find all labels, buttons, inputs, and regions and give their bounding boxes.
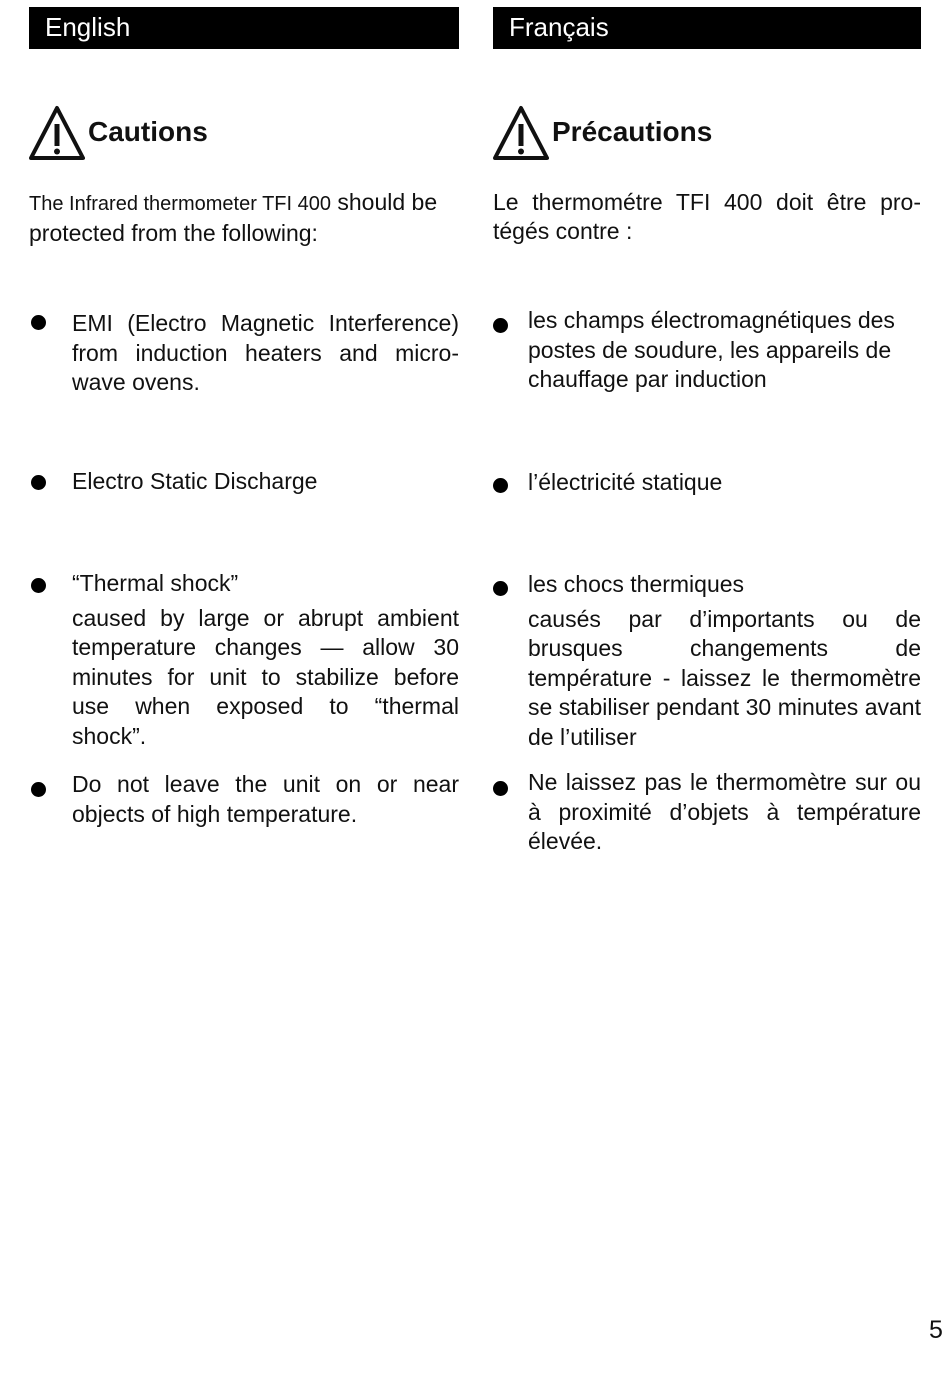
language-header-french: Français <box>493 7 921 49</box>
list-item <box>29 569 459 751</box>
language-header-english: English <box>29 7 459 49</box>
list-item-text: Do not leave the unit on or near objects of high temperature. <box>72 771 459 827</box>
list-item-text: EMI (Electro Magnetic Interference) from induction heaters and micro-wave ovens. <box>72 310 459 395</box>
warning-triangle-icon <box>493 105 549 161</box>
bullet-dot-icon <box>31 782 46 797</box>
list-item-text: Electro Static Discharge <box>72 468 318 494</box>
list-item-text: Ne laissez pas le thermomètre sur ou à proximité d’objets à température élevée. <box>528 769 921 854</box>
intro-paragraph <box>29 188 459 248</box>
list-item-detail: causés par d’importants ou de brusques changements de température - laissez le thermomètre se stabiliser pendant 30 minutes avant de l’utiliser <box>528 605 921 750</box>
bullet-dot-icon <box>493 581 508 596</box>
bullet-dot-icon <box>493 478 508 493</box>
list-item <box>29 770 459 829</box>
list-item <box>29 309 459 398</box>
list-item <box>493 570 921 752</box>
list-item-text: les champs électromagnétiques des postes de soudure, les appareils de chauffage par induction <box>528 307 895 392</box>
list-item <box>493 768 921 857</box>
bullet-dot-icon <box>31 315 46 330</box>
list-item-detail: caused by large or abrupt ambient temperature changes — allow 30 minutes for unit to stabilize before use when exposed to “thermal shock”. <box>72 604 459 749</box>
precautions-heading <box>493 104 712 162</box>
bullet-dot-icon <box>493 318 508 333</box>
french-column <box>493 0 921 1381</box>
bullet-dot-icon <box>31 475 46 490</box>
list-item <box>29 467 459 497</box>
cautions-heading <box>29 104 208 162</box>
page-number: 5 <box>929 1316 943 1344</box>
warning-triangle-icon <box>29 105 85 161</box>
intro-rest-text: should be protected from the following: <box>29 189 438 246</box>
heading-text: Précautions <box>552 116 713 147</box>
english-column <box>29 0 459 1381</box>
bullet-dot-icon <box>493 781 508 796</box>
list-item <box>493 468 921 498</box>
intro-paragraph: Le thermométre TFI 400 doit être pro-tégés contre : <box>493 189 921 244</box>
list-item-text: “Thermal shock” <box>72 570 239 596</box>
list-item-text: les chocs thermiques <box>528 571 745 597</box>
list-item <box>493 306 921 395</box>
heading-text: Cautions <box>88 116 208 147</box>
bullet-dot-icon <box>31 578 46 593</box>
list-item-text: l’électricité statique <box>528 469 723 495</box>
intro-product-text: The Infrared thermometer TFI 400 <box>29 193 331 215</box>
